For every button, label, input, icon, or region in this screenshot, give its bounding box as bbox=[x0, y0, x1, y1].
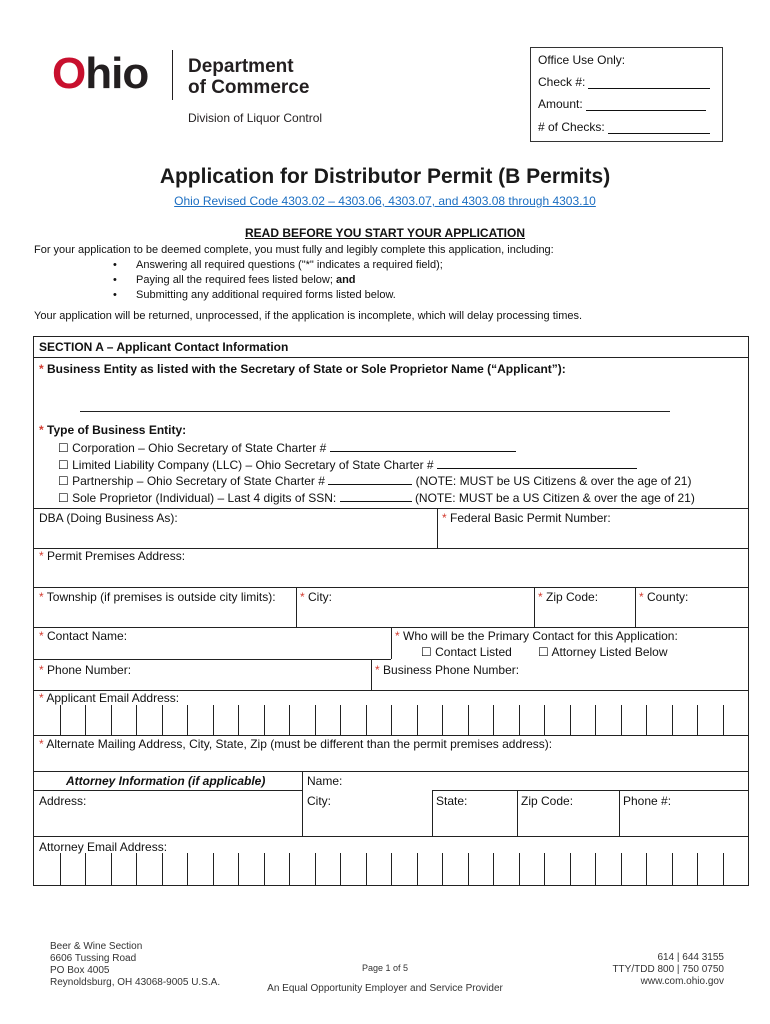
email-char-box[interactable] bbox=[442, 853, 443, 885]
email-char-box[interactable] bbox=[417, 705, 418, 735]
department-line-2: of Commerce bbox=[188, 77, 310, 98]
business-entity-field[interactable] bbox=[80, 411, 670, 412]
read-before-heading: READ BEFORE YOU START YOUR APPLICATION bbox=[244, 226, 526, 240]
email-char-box[interactable] bbox=[570, 705, 571, 735]
amount-field[interactable] bbox=[586, 97, 706, 111]
checkbox-icon: ☐ bbox=[58, 458, 69, 472]
email-char-box[interactable] bbox=[111, 853, 112, 885]
email-char-box[interactable] bbox=[60, 705, 61, 735]
attorney-state-label: State: bbox=[436, 794, 468, 808]
business-entity-label: * Business Entity as listed with the Secretary of State or Sole Proprietor Name (“Applicant”): bbox=[39, 362, 566, 376]
email-char-box[interactable] bbox=[162, 853, 163, 885]
equal-opportunity-text: An Equal Opportunity Employer and Service Provider bbox=[267, 983, 503, 994]
section-a-form bbox=[33, 336, 749, 886]
email-char-box[interactable] bbox=[391, 705, 392, 735]
office-use-title: Office Use Only: bbox=[538, 53, 626, 67]
dba-label: DBA (Doing Business As): bbox=[39, 511, 178, 525]
email-char-box[interactable] bbox=[544, 705, 545, 735]
check-number-label: Check #: bbox=[538, 75, 586, 89]
email-char-box[interactable] bbox=[238, 853, 239, 885]
email-char-box[interactable] bbox=[417, 853, 418, 885]
county-label: * County: bbox=[639, 590, 689, 604]
email-char-box[interactable] bbox=[672, 853, 673, 885]
email-char-box[interactable] bbox=[621, 853, 622, 885]
email-char-box[interactable] bbox=[340, 705, 341, 735]
returned-note: Your application will be returned, unprocessed, if the application is incomplete, which will delay processing times. bbox=[34, 310, 583, 322]
corporation-option[interactable]: ☐ Corporation – Ohio Secretary of State Charter # bbox=[58, 439, 516, 455]
email-char-box[interactable] bbox=[238, 705, 239, 735]
email-char-box[interactable] bbox=[187, 705, 188, 735]
phone-number-label: * Phone Number: bbox=[39, 663, 132, 677]
email-char-box[interactable] bbox=[264, 705, 265, 735]
email-char-box[interactable] bbox=[544, 853, 545, 885]
email-char-box[interactable] bbox=[468, 853, 469, 885]
checks-count-field[interactable] bbox=[608, 120, 710, 134]
amount-label: Amount: bbox=[538, 97, 583, 111]
page-number: Page 1 of 5 bbox=[361, 963, 409, 973]
attorney-name-label: Name: bbox=[307, 774, 343, 788]
email-char-box[interactable] bbox=[697, 853, 698, 885]
email-char-box[interactable] bbox=[646, 853, 647, 885]
email-char-box[interactable] bbox=[213, 705, 214, 735]
attorney-phone-label: Phone #: bbox=[623, 794, 672, 808]
checks-count-label: # of Checks: bbox=[538, 120, 605, 134]
email-char-box[interactable] bbox=[672, 705, 673, 735]
email-char-box[interactable] bbox=[595, 705, 596, 735]
intro-text: For your application to be deemed complete, you must fully and legibly complete this application, including: bbox=[34, 244, 554, 256]
checkbox-icon: ☐ bbox=[58, 474, 69, 488]
attorney-zip-label: Zip Code: bbox=[521, 794, 574, 808]
email-char-box[interactable] bbox=[187, 853, 188, 885]
checkbox-icon: ☐ bbox=[58, 491, 69, 505]
email-char-box[interactable] bbox=[85, 705, 86, 735]
logo-letter-o: O bbox=[52, 49, 86, 98]
email-char-box[interactable] bbox=[595, 853, 596, 885]
checkbox-icon: ☐ bbox=[58, 441, 69, 455]
email-char-box[interactable] bbox=[570, 853, 571, 885]
zip-code-label: * Zip Code: bbox=[538, 590, 599, 604]
sole-proprietor-option[interactable]: ☐ Sole Proprietor (Individual) – Last 4 digits of SSN: (NOTE: MUST be a US Citizen & over the age of 21) bbox=[58, 491, 695, 505]
office-use-box bbox=[530, 47, 723, 142]
attorney-email-label: Attorney Email Address: bbox=[39, 840, 168, 854]
checkbox-icon: ☐ bbox=[421, 645, 432, 659]
email-char-box[interactable] bbox=[315, 853, 316, 885]
ohio-logo bbox=[52, 49, 149, 98]
premises-address-label: * Permit Premises Address: bbox=[39, 549, 186, 563]
attorney-email-field[interactable] bbox=[34, 853, 748, 885]
email-char-box[interactable] bbox=[493, 853, 494, 885]
business-phone-label: * Business Phone Number: bbox=[375, 663, 520, 677]
email-char-box[interactable] bbox=[289, 853, 290, 885]
division-name: Division of Liquor Control bbox=[188, 111, 323, 125]
email-char-box[interactable] bbox=[366, 705, 367, 735]
email-char-box[interactable] bbox=[697, 705, 698, 735]
attorney-listed-option[interactable]: ☐ Attorney Listed Below bbox=[538, 645, 668, 659]
checkbox-icon: ☐ bbox=[538, 645, 549, 659]
ohio-revised-code-link[interactable]: Ohio Revised Code 4303.02 – 4303.06, 4303.07, and 4303.08 through 4303.10 bbox=[174, 194, 596, 208]
logo-letters: hio bbox=[85, 49, 149, 98]
email-char-box[interactable] bbox=[264, 853, 265, 885]
attorney-address-label: Address: bbox=[39, 794, 87, 808]
partnership-option[interactable]: ☐ Partnership – Ohio Secretary of State Charter # (NOTE: MUST be US Citizens & over the age of 21) bbox=[58, 474, 692, 488]
section-a-header: SECTION A – Applicant Contact Information bbox=[39, 340, 289, 354]
contact-name-label: * Contact Name: bbox=[39, 629, 128, 643]
alternate-mailing-label: * Alternate Mailing Address, City, State, Zip (must be different than the permit premises address): bbox=[39, 737, 553, 751]
contact-listed-option[interactable]: ☐ Contact Listed bbox=[421, 645, 512, 659]
federal-permit-label: * Federal Basic Permit Number: bbox=[442, 511, 611, 525]
email-char-box[interactable] bbox=[213, 853, 214, 885]
email-char-box[interactable] bbox=[136, 853, 137, 885]
email-char-box[interactable] bbox=[621, 705, 622, 735]
entity-type-label: * Type of Business Entity: bbox=[39, 423, 187, 437]
email-char-box[interactable] bbox=[315, 705, 316, 735]
primary-contact-label: * Who will be the Primary Contact for this Application: bbox=[395, 629, 678, 643]
email-char-box[interactable] bbox=[723, 705, 724, 735]
email-char-box[interactable] bbox=[136, 705, 137, 735]
email-char-box[interactable] bbox=[468, 705, 469, 735]
email-char-box[interactable] bbox=[85, 853, 86, 885]
email-char-box[interactable] bbox=[60, 853, 61, 885]
email-char-box[interactable] bbox=[366, 853, 367, 885]
email-char-box[interactable] bbox=[289, 705, 290, 735]
department-line-1: Department bbox=[188, 56, 294, 77]
page-title: Application for Distributor Permit (B Permits) bbox=[159, 165, 611, 188]
attorney-info-label: Attorney Information (if applicable) bbox=[66, 774, 266, 788]
footer-contact: 614 | 644 3155 TTY/TDD 800 | 750 0750 www.com.ohio.gov bbox=[612, 952, 724, 987]
email-char-box[interactable] bbox=[340, 853, 341, 885]
applicant-email-field[interactable] bbox=[34, 705, 748, 735]
logo-divider bbox=[172, 50, 173, 100]
email-char-box[interactable] bbox=[723, 853, 724, 885]
township-label: * Township (if premises is outside city limits): bbox=[39, 590, 276, 604]
applicant-email-label: * Applicant Email Address: bbox=[39, 691, 180, 705]
email-char-box[interactable] bbox=[646, 705, 647, 735]
llc-option[interactable]: ☐ Limited Liability Company (LLC) – Ohio Secretary of State Charter # bbox=[58, 456, 637, 472]
check-number-field[interactable] bbox=[588, 75, 710, 89]
footer-address: Beer & Wine Section 6606 Tussing Road PO Box 4005 Reynoldsburg, OH 43068-9005 U.S.A. bbox=[50, 941, 221, 988]
email-char-box[interactable] bbox=[519, 853, 520, 885]
city-label: * City: bbox=[300, 590, 333, 604]
attorney-city-label: City: bbox=[307, 794, 331, 808]
department-name bbox=[188, 56, 309, 98]
email-char-box[interactable] bbox=[391, 853, 392, 885]
email-char-box[interactable] bbox=[519, 705, 520, 735]
email-char-box[interactable] bbox=[442, 705, 443, 735]
email-char-box[interactable] bbox=[493, 705, 494, 735]
email-char-box[interactable] bbox=[162, 705, 163, 735]
email-char-box[interactable] bbox=[111, 705, 112, 735]
